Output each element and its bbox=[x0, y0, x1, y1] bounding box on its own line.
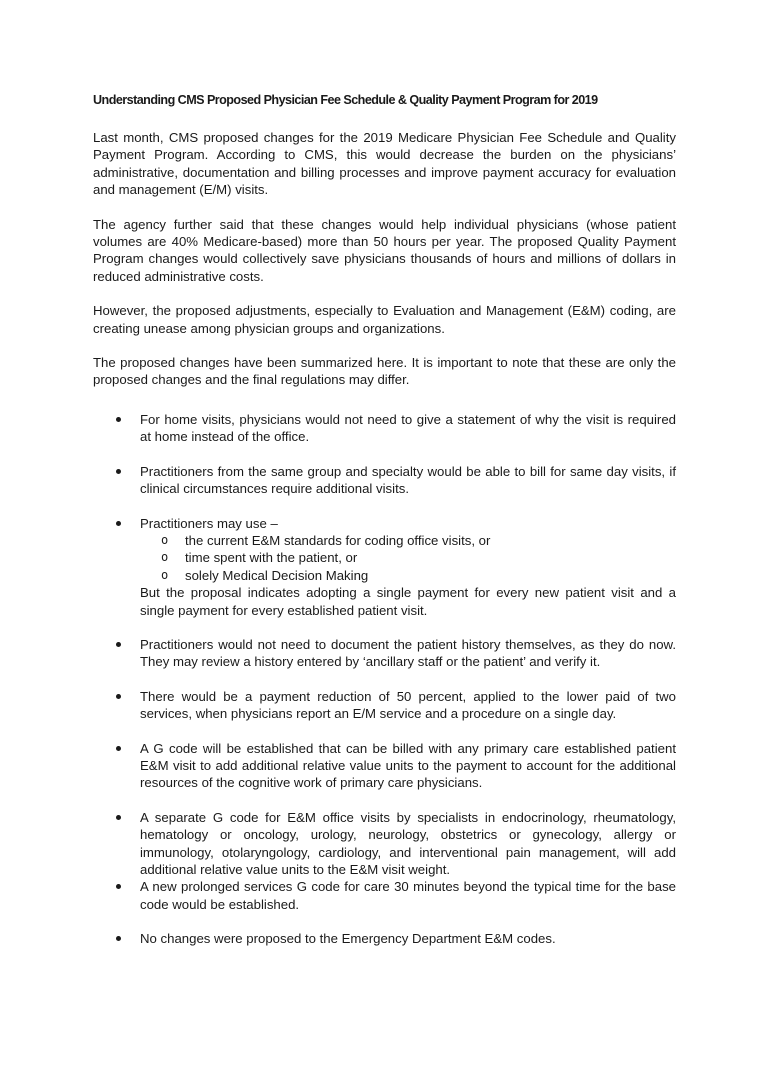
bullet-icon bbox=[116, 884, 121, 889]
list-item bbox=[93, 878, 676, 913]
list-item-text: Practitioners would not need to document the patient history themselves, as they do now. They may review a history entered by ‘ancillary staff or the patient’ and verify it. bbox=[140, 636, 676, 670]
hollow-bullet-icon: o bbox=[161, 567, 169, 582]
list-item-text: A new prolonged services G code for care 30 minutes beyond the typical time for the base code would be established. bbox=[140, 879, 676, 912]
paragraph-summary: The proposed changes have been summarized here. It is important to note that these are only the proposed changes and the final regulations may differ. bbox=[93, 355, 676, 388]
list-item bbox=[93, 688, 676, 723]
list-item bbox=[93, 740, 676, 792]
list-item bbox=[93, 930, 676, 947]
hollow-bullet-icon: o bbox=[161, 532, 169, 547]
list-item bbox=[93, 411, 676, 446]
list-item bbox=[93, 636, 676, 671]
list-item-text: For home visits, physicians would not need to give a statement of why the visit is required at home instead of the office. bbox=[140, 411, 676, 445]
list-item bbox=[93, 463, 676, 498]
paragraph-intro: Last month, CMS proposed changes for the 2019 Medicare Physician Fee Schedule and Quality Payment Program. According to CMS, this would decrease the burden on the physicians’ administrative, documentation and billing processes and improve payment accuracy for evaluation and management (E/M) visits. bbox=[93, 130, 676, 198]
list-item bbox=[93, 515, 676, 619]
list-item-text: A separate G code for E&M office visits by specialists in endocrinology, rheumatology, hematology or oncology, urology, neurology, obstetrics or gynecology, allergy or immunology, otolaryngology, cardiology, and interventional pain management, will add additional relative value units to the E&M visit weight. bbox=[140, 809, 676, 877]
paragraph-agency: The agency further said that these changes would help individual physicians (whose patient volumes are 40% Medicare-based) more than 50 hours per year. The proposed Quality Payment Program changes would collectively save physicians thousands of hours and millions of dollars in reduced administrative costs. bbox=[93, 216, 676, 284]
list-item-text: A G code will be established that can be billed with any primary care established patient E&M visit to add additional relative value units to the payment to account for the additional resources of the cognitive work of primary care physicians. bbox=[140, 740, 676, 791]
list-item bbox=[93, 809, 676, 879]
bullet-icon bbox=[116, 642, 121, 647]
list-item-text: There would be a payment reduction of 50 percent, applied to the lower paid of two services, when physicians report an E/M service and a procedure on a single day. bbox=[140, 688, 676, 722]
document-title: Understanding CMS Proposed Physician Fee Schedule & Quality Payment Program for 2019 bbox=[93, 93, 598, 107]
bullet-list bbox=[93, 411, 676, 948]
bullet-icon bbox=[116, 417, 121, 422]
sub-list bbox=[140, 532, 676, 584]
bullet-icon bbox=[116, 469, 121, 474]
sub-list-followup: But the proposal indicates adopting a single payment for every new patient visit and a single payment for every established patient visit. bbox=[140, 585, 676, 618]
sub-list-item bbox=[140, 549, 676, 566]
list-item-text: Practitioners from the same group and specialty would be able to bill for same day visits, if clinical circumstances require additional visits. bbox=[140, 463, 676, 497]
sub-list-item-text: the current E&M standards for coding office visits, or bbox=[185, 532, 491, 548]
bullet-icon bbox=[116, 521, 121, 526]
list-item-text: Practitioners may use – bbox=[140, 515, 278, 531]
bullet-icon bbox=[116, 936, 121, 941]
hollow-bullet-icon: o bbox=[161, 550, 169, 565]
paragraph-adjustments: However, the proposed adjustments, especially to Evaluation and Management (E&M) coding, are creating unease among physician groups and organizations. bbox=[93, 303, 676, 336]
sub-list-item bbox=[140, 567, 676, 584]
list-item-text: No changes were proposed to the Emergency Department E&M codes. bbox=[140, 931, 556, 947]
bullet-icon bbox=[116, 694, 121, 699]
sub-list-item bbox=[140, 532, 676, 549]
bullet-icon bbox=[116, 746, 121, 751]
sub-list-item-text: solely Medical Decision Making bbox=[185, 567, 369, 583]
bullet-icon bbox=[116, 815, 121, 820]
sub-list-item-text: time spent with the patient, or bbox=[185, 550, 358, 566]
